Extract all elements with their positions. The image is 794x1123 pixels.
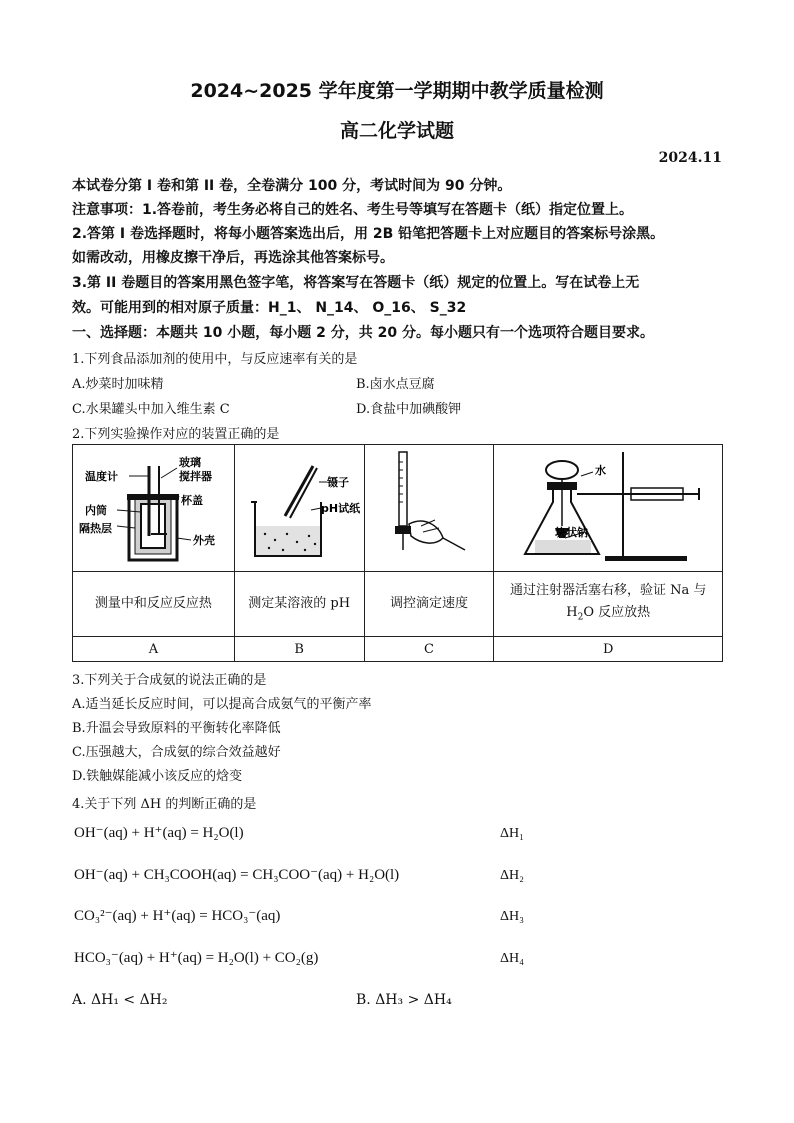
label-b: B: [234, 637, 364, 662]
q4-stem: 4.关于下列 ΔH 的判断正确的是: [72, 797, 257, 812]
label-a: A: [73, 637, 235, 662]
label-tweezers: 镊子: [327, 476, 350, 489]
equation-2: OH⁻(aq) + CH₃COOH(aq) = CH₃COO⁻(aq) + H₂O(l): [74, 867, 400, 883]
exam-date: 2024.11: [658, 150, 722, 166]
exam-title: 2024~2025 学年度第一学期期中教学质量检测: [190, 80, 604, 102]
intro-text: 本试卷分第 I 卷和第 II 卷，全卷满分 100 分，考试时间为 90 分钟。: [72, 178, 512, 194]
delta-h-4: ΔH₄: [500, 951, 524, 966]
figure-a-cell: [73, 445, 235, 572]
note-2a: 2.答第 I 卷选择题时，将每小题答案选出后，用 2B 铅笔把答题卡上对应题目的答案标号涂黑。: [72, 226, 665, 242]
note-3a: 3.第 II 卷题目的答案用黑色签字笔，将答案写在答题卡（纸）规定的位置上。写在试卷上无: [72, 275, 640, 291]
q1-option-a: A.炒菜时加味精: [72, 377, 164, 392]
figure-b-cell: [234, 445, 364, 572]
label-inner: 内筒: [85, 504, 108, 517]
delta-h-3: ΔH₃: [500, 909, 524, 924]
calorimeter-figure: [73, 446, 233, 566]
figure-d-cell: [494, 445, 723, 572]
figure-c-cell: [364, 445, 494, 572]
q3-option-c: C.压强越大，合成氨的综合效益越好: [72, 745, 281, 760]
q4-option-b: B. ΔH₃ > ΔH₄: [356, 992, 452, 1008]
delta-h-1: ΔH₁: [500, 826, 524, 841]
q3-stem: 3.下列关于合成氨的说法正确的是: [72, 673, 267, 688]
q3-option-d: D.铁触媒能减小该反应的焓变: [72, 769, 243, 784]
delta-h-2: ΔH₂: [500, 868, 524, 883]
apparatus-table: [72, 444, 723, 662]
q1-option-b: B.卤水点豆腐: [356, 377, 435, 392]
q3-option-a: A.适当延长反应时间，可以提高合成氨气的平衡产率: [72, 697, 372, 712]
label-d: D: [494, 637, 723, 662]
equation-4: HCO₃⁻(aq) + H⁺(aq) = H₂O(l) + CO₂(g): [74, 950, 319, 966]
label-stirrer-1: 玻璃: [179, 456, 202, 469]
label-lid: 杯盖: [181, 494, 204, 507]
q1-option-c: C.水果罐头中加入维生素 C: [72, 402, 230, 417]
desc-c: 调控滴定速度: [364, 572, 494, 637]
desc-b: 测定某溶液的 pH: [234, 572, 364, 637]
desc-a: 测量中和反应反应热: [73, 572, 235, 637]
sodium-water-figure: [495, 446, 721, 566]
note-3b: 效。可能用到的相对原子质量：H_1、 N_14、 O_16、 S_32: [72, 300, 467, 316]
label-sodium: 块状钠: [555, 526, 589, 539]
label-c: C: [364, 637, 494, 662]
desc-d-line-1: 通过注射器活塞右移，验证 Na 与: [510, 582, 707, 598]
q1-option-d: D.食盐中加碘酸钾: [356, 402, 462, 417]
desc-d-line-2: $H_2O$ 反应放热: [566, 604, 651, 623]
burette-figure: [365, 446, 493, 566]
q2-stem: 2.下列实验操作对应的装置正确的是: [72, 427, 280, 442]
q3-option-b: B.升温会导致原料的平衡转化率降低: [72, 721, 281, 736]
equation-1: OH⁻(aq) + H⁺(aq) = H₂O(l): [74, 825, 244, 841]
label-insulation: 隔热层: [79, 522, 113, 535]
equation-3: CO₃²⁻(aq) + H⁺(aq) = HCO₃⁻(aq): [74, 908, 281, 924]
q1-stem: 1.下列食品添加剂的使用中，与反应速率有关的是: [72, 352, 358, 367]
note-2b: 如需改动，用橡皮擦干净后，再选涂其他答案标号。: [72, 250, 394, 266]
label-stirrer-2: 搅拌器: [179, 470, 213, 483]
label-water: 水: [595, 464, 607, 477]
section-1-heading: 一、选择题：本题共 10 小题，每小题 2 分，共 20 分。每小题只有一个选项符合题目要求。: [72, 325, 654, 341]
ph-paper-figure: [235, 446, 363, 566]
label-ph-paper: pH试纸: [321, 502, 361, 515]
desc-d: [494, 572, 723, 637]
q4-option-a: A. ΔH₁ < ΔH₂: [72, 992, 168, 1008]
note-1: 注意事项：1.答卷前，考生务必将自己的姓名、考生号等填写在答题卡（纸）指定位置上。: [72, 202, 634, 218]
label-outer: 外壳: [193, 534, 216, 547]
label-thermometer: 温度计: [85, 470, 119, 483]
exam-subtitle: 高二化学试题: [339, 120, 454, 142]
